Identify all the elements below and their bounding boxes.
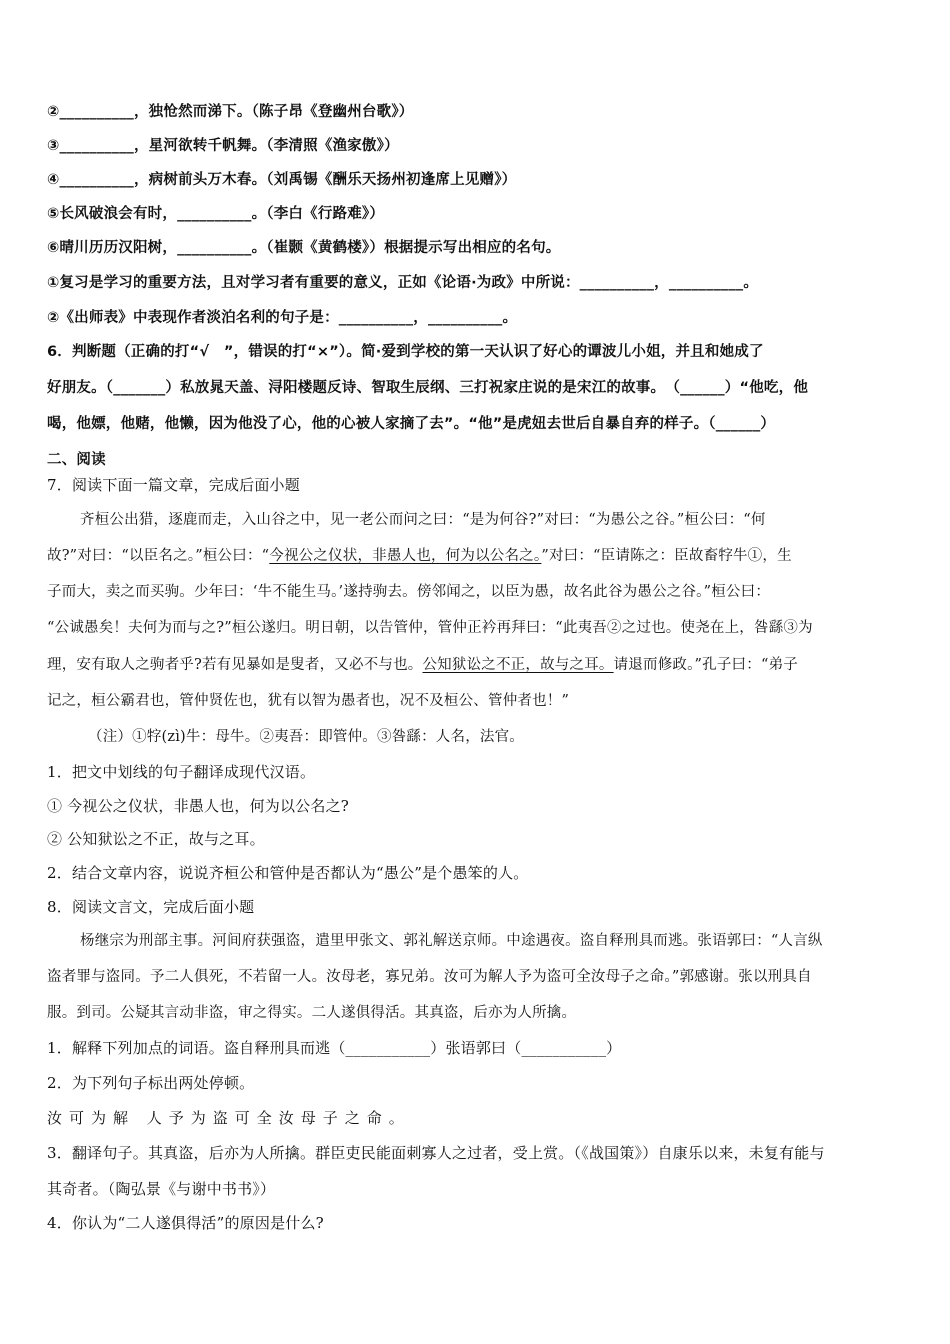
q7-passage-line-6: 记之，桓公霸君也，管仲贤佐也，犹有以智为愚者也，况不及桓公、管仲者也！” xyxy=(47,693,570,709)
q7-passage-line-1: 齐桓公出猎，逐鹿而走，入山谷之中，见一老公而问之曰：“是为何谷?”对曰：“为愚公之谷。”桓公曰：“何 xyxy=(80,512,766,528)
q8-heading: 8．阅读文言文，完成后面小题 xyxy=(47,898,255,916)
q8-sub-3-line-2: 其奇者。（陶弘景《与谢中书书》） xyxy=(47,1180,276,1198)
q7-notes: （注）①牸(zì)牛：母牛。②夷吾：即管仲。③咎繇：人名，法官。 xyxy=(88,729,524,745)
q7-sub-1b: ② 公知狱讼之不正，故与之耳。 xyxy=(47,830,265,848)
q7-sub-1: 1．把文中划线的句子翻译成现代汉语。 xyxy=(47,763,316,781)
passage-text: 请退而修政。”孔子曰：“弟子 xyxy=(613,657,798,673)
q8-sub-3-line-1: 3．翻译句子。其真盗，后亦为人所擒。群臣吏民能面刺寡人之过者，受上赏。（《战国策》）自康乐以来，未复有能与 xyxy=(47,1144,825,1162)
underlined-sentence-1: 今视公之仪状，非愚人也，何为以公名之。 xyxy=(269,548,542,564)
q7-heading: 7．阅读下面一篇文章，完成后面小题 xyxy=(47,476,300,494)
fill-line-7: ①复习是学习的重要方法，且对学习者有重要的意义，正如《论语·为政》中所说：__________，__________。 xyxy=(47,275,759,291)
passage-text: 理，安有取人之驹者乎?若有见暴如是叟者，又必不与也。 xyxy=(47,657,423,673)
q8-passage-line-3: 服。到司。公疑其言动非盗，审之得实。二人遂俱得活。其真盗，后亦为人所擒。 xyxy=(47,1005,577,1021)
passage-text: ”对曰：“臣请陈之：臣故畜牸牛①，生 xyxy=(541,548,792,564)
q7-passage-line-2 xyxy=(47,545,910,567)
q7-passage-line-5 xyxy=(47,654,910,676)
fill-line-6: ⑥晴川历历汉阳树，__________。（崔颢《黄鹤楼》）根据提示写出相应的名句。 xyxy=(47,240,561,256)
q8-sub-4: 4．你认为“二人遂俱得活”的原因是什么? xyxy=(47,1214,324,1232)
q8-passage-line-1: 杨继宗为刑部主事。河间府获强盗，遣里甲张文、郭礼解送京师。中途遇夜。盗自释刑具而逃。张语郭曰：“人言纵 xyxy=(80,933,823,949)
q8-sub-2: 2．为下列句子标出两处停顿。 xyxy=(47,1074,255,1092)
q7-passage-line-4: “公诚愚矣！夫何为而与之?”桓公遂归。明日朝，以告管仲，管仲正衿再拜曰：“此夷吾②之过也。使尧在上，咎繇③为 xyxy=(47,620,813,636)
fill-line-2: ②__________，独怆然而涕下。（陈子昂《登幽州台歌》） xyxy=(47,104,414,120)
passage-text: 故?”对曰：“以臣名之。”桓公曰：“ xyxy=(47,548,270,564)
q7-passage-line-3: 子而大，卖之而买驹。少年曰：‘牛不能生马。’遂持驹去。傍邻闻之，以臣为愚，故名此谷为愚公之谷。”桓公曰： xyxy=(47,584,771,600)
q7-sub-2: 2．结合文章内容，说说齐桓公和管仲是否都认为“愚公”是个愚笨的人。 xyxy=(47,864,529,882)
fill-line-3: ③__________，星河欲转千帆舞。（李清照《渔家傲》） xyxy=(47,138,399,154)
fill-line-4: ④__________，病树前头万木春。（刘禹锡《酬乐天扬州初逢席上见赠》） xyxy=(47,172,517,188)
section-title: 二、阅读 xyxy=(47,452,106,468)
fill-line-8: ②《出师表》中表现作者淡泊名利的句子是：__________，__________。 xyxy=(47,310,518,326)
underlined-sentence-2: 公知狱讼之不正，故与之耳。 xyxy=(422,657,614,673)
q6-line-1: 6．判断题（正确的打“√ ”，错误的打“×”）。简·爱到学校的第一天认识了好心的谭波儿小姐，并且和她成了 xyxy=(47,344,764,360)
q7-sub-1a: ① 今视公之仪状，非愚人也，何为以公名之? xyxy=(47,797,350,815)
q6-line-3: 喝，他嫖，他赌，他懒，因为他没了心，他的心被人家摘了去”。“他”是虎妞去世后自暴自弃的样子。（______） xyxy=(47,416,776,432)
q6-line-2: 好朋友。（_______）私放晁天盖、浔阳楼题反诗、智取生辰纲、三打祝家庄说的是宋江的故事。 （______）“他吃，他 xyxy=(47,380,809,396)
q8-passage-line-2: 盗者罪与盗同。予二人俱死，不若留一人。汝母老，寡兄弟。汝可为解人予为盗可全汝母子之命。”郭感谢。张以刑具自 xyxy=(47,969,812,985)
q8-sub-2-sentence: 汝可为解 人予为盗可全汝母子之命。 xyxy=(47,1109,411,1127)
fill-line-5: ⑤长风破浪会有时，__________。（李白《行路难》） xyxy=(47,206,385,222)
q8-sub-1: 1．解释下列加点的词语。盗自释刑具而逃（___________）张语郭曰（___________） xyxy=(47,1039,622,1057)
